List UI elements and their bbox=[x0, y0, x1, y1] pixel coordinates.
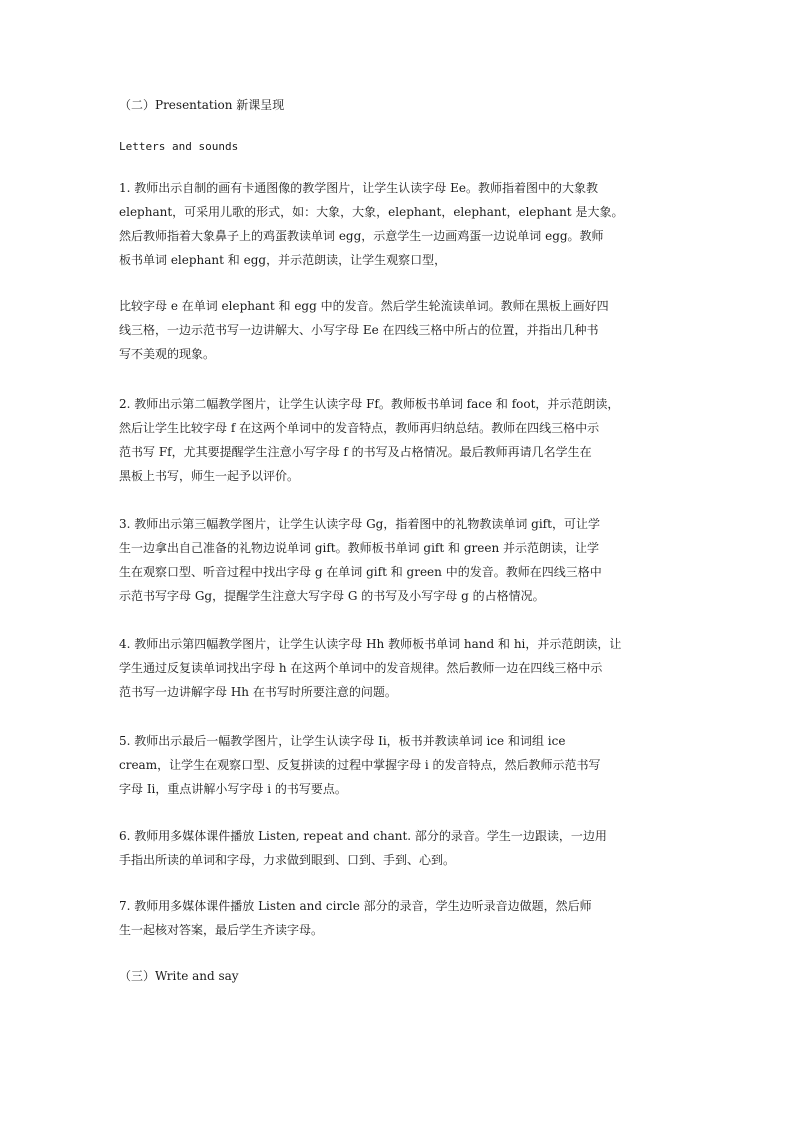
paragraph-2-line: 比较字母 e 在单词 elephant 和 egg 中的发音。然后学生轮流读单词。教师在黑板上画好四 bbox=[119, 299, 609, 313]
paragraph-3-line: 然后让学生比较字母 f 在这两个单词中的发音特点，教师再归纳总结。教师在四线三格中示 bbox=[119, 421, 600, 435]
paragraph-8-line: 生一起核对答案，最后学生齐读字母。 bbox=[119, 923, 324, 937]
paragraph-4-line: 示范书写字母 Gg，提醒学生注意大写字母 G 的书写及小写字母 g 的占格情况。 bbox=[119, 589, 545, 603]
paragraph-8-line: 7. 教师用多媒体课件播放 Listen and circle 部分的录音，学生边听录音边做题，然后师 bbox=[119, 899, 592, 913]
paragraph-2-line: 线三格，一边示范书写一边讲解大、小写字母 Ee 在四线三格中所占的位置，并指出几种书 bbox=[119, 323, 599, 337]
paragraph-5-line: 范书写一边讲解字母 Hh 在书写时所要注意的问题。 bbox=[119, 685, 397, 699]
paragraph-3-line: 2. 教师出示第二幅教学图片，让学生认读字母 Ff。教师板书单词 face 和 foot，并示范朗读， bbox=[119, 397, 620, 411]
paragraph-2-line: 写不美观的现象。 bbox=[119, 347, 216, 361]
paragraph-3-line: 黑板上书写，师生一起予以评价。 bbox=[119, 469, 300, 483]
subheading-letters-and-sounds: Letters and sounds bbox=[119, 140, 239, 153]
paragraph-6-line: cream，让学生在观察口型、反复拼读的过程中掌握字母 i 的发音特点，然后教师示范书写 bbox=[119, 758, 601, 772]
paragraph-7-line: 6. 教师用多媒体课件播放 Listen, repeat and chant. 部分的录音。学生一边跟读，一边用 bbox=[119, 829, 607, 843]
paragraph-4-line: 3. 教师出示第三幅教学图片，让学生认读字母 Gg，指着图中的礼物教读单词 gift，可让学 bbox=[119, 517, 600, 531]
section-title-write-and-say: （三）Write and say bbox=[119, 969, 239, 983]
paragraph-5-line: 4. 教师出示第四幅教学图片，让学生认读字母 Hh 教师板书单词 hand 和 hi，并示范朗读，让 bbox=[119, 637, 622, 651]
paragraph-3-line: 范书写 Ff，尤其要提醒学生注意小写字母 f 的书写及占格情况。最后教师再请几名学生在 bbox=[119, 445, 592, 459]
paragraph-6-line: 字母 Ii，重点讲解小写字母 i 的书写要点。 bbox=[119, 782, 347, 796]
paragraph-6-line: 5. 教师出示最后一幅教学图片，让学生认读字母 Ii，板书并教读单词 ice 和词组 ice bbox=[119, 734, 566, 748]
paragraph-4-line: 生一边拿出自己准备的礼物边说单词 gift。教师板书单词 gift 和 green 并示范朗读，让学 bbox=[119, 541, 599, 555]
paragraph-1-line: 1. 教师出示自制的画有卡通图像的教学图片，让学生认读字母 Ee。教师指着图中的大象教 bbox=[119, 181, 598, 195]
section-title-presentation: （二）Presentation 新课呈现 bbox=[119, 98, 285, 112]
paragraph-1-line: 板书单词 elephant 和 egg，并示范朗读，让学生观察口型， bbox=[119, 253, 447, 267]
paragraph-1-line: elephant，可采用儿歌的形式，如：大象，大象，elephant，elephant，elephant 是大象。 bbox=[119, 205, 624, 219]
paragraph-1-line: 然后教师指着大象鼻子上的鸡蛋教读单词 egg，示意学生一边画鸡蛋一边说单词 egg。教师 bbox=[119, 229, 604, 243]
paragraph-5-line: 学生通过反复读单词找出字母 h 在这两个单词中的发音规律。然后教师一边在四线三格中示 bbox=[119, 661, 603, 675]
paragraph-4-line: 生在观察口型、听音过程中找出字母 g 在单词 gift 和 green 中的发音。教师在四线三格中 bbox=[119, 565, 602, 579]
paragraph-7-line: 手指出所读的单词和字母，力求做到眼到、口到、手到、心到。 bbox=[119, 853, 456, 867]
